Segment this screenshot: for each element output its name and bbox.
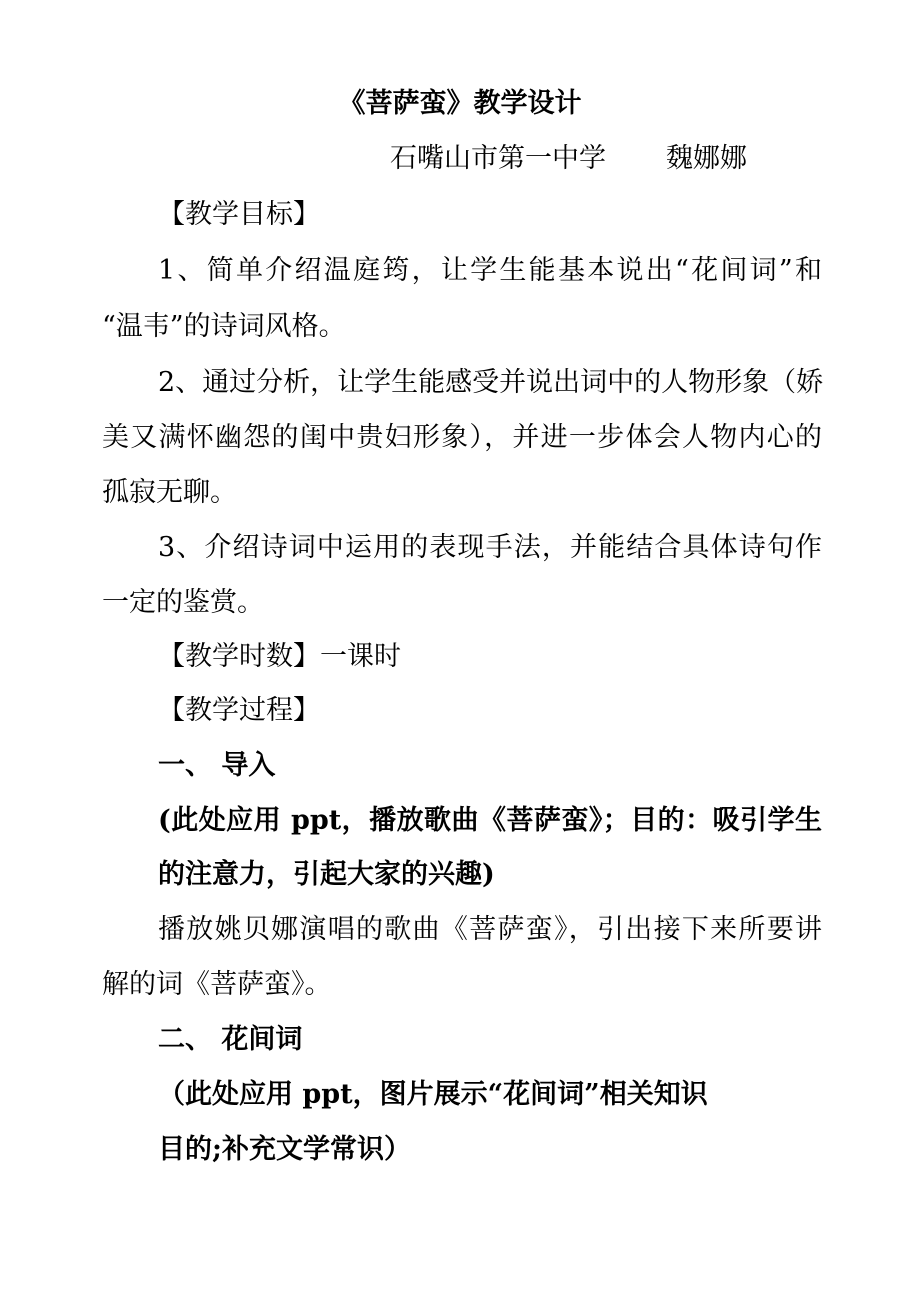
objective-2-line-3: 孤寂无聊。 [102,477,237,508]
objective-3-line-2: 一定的鉴赏。 [102,587,264,618]
section-1-note-line-2: 的注意力，引起大家的兴趣) [158,859,495,890]
objective-2-line-2: 美又满怀幽怨的闺中贵妇形象），并进一步体会人物内心的 [102,422,822,453]
objectives-heading: 【教学目标】 [158,199,320,230]
teaching-hours: 【教学时数】一课时 [158,641,401,672]
section-2-note-line-2: 目的;补充文学常识） [158,1134,411,1165]
document-title: 《菩萨蛮》教学设计 [338,88,582,119]
objective-3-line-1: 3、介绍诗词中运用的表现手法，并能结合具体诗句作 [158,532,822,563]
author-school: 石嘴山市第一中学 [390,143,606,174]
section-1-note-line-1: (此处应用 ppt，播放歌曲《菩萨蛮》；目的：吸引学生 [158,805,822,836]
author-name: 魏娜娜 [666,143,747,174]
objective-2-line-1: 2、通过分析，让学生能感受并说出词中的人物形象（娇 [158,367,824,398]
section-1-body-line-1: 播放姚贝娜演唱的歌曲《菩萨蛮》，引出接下来所要讲 [158,914,822,945]
section-2-heading: 二、 花间词 [158,1024,303,1055]
author-line [390,142,747,176]
section-1-heading: 一、 导入 [158,750,276,781]
section-1-body-line-2: 解的词《菩萨蛮》。 [102,969,332,1000]
objective-1-line-1: 1、简单介绍温庭筠，让学生能基本说出“花间词”和 [158,255,822,286]
section-2-note-line-1: （此处应用 ppt，图片展示“花间词”相关知识 [158,1079,708,1110]
objective-1-line-2: “温韦”的诗词风格。 [102,311,346,342]
process-heading: 【教学过程】 [158,695,320,726]
